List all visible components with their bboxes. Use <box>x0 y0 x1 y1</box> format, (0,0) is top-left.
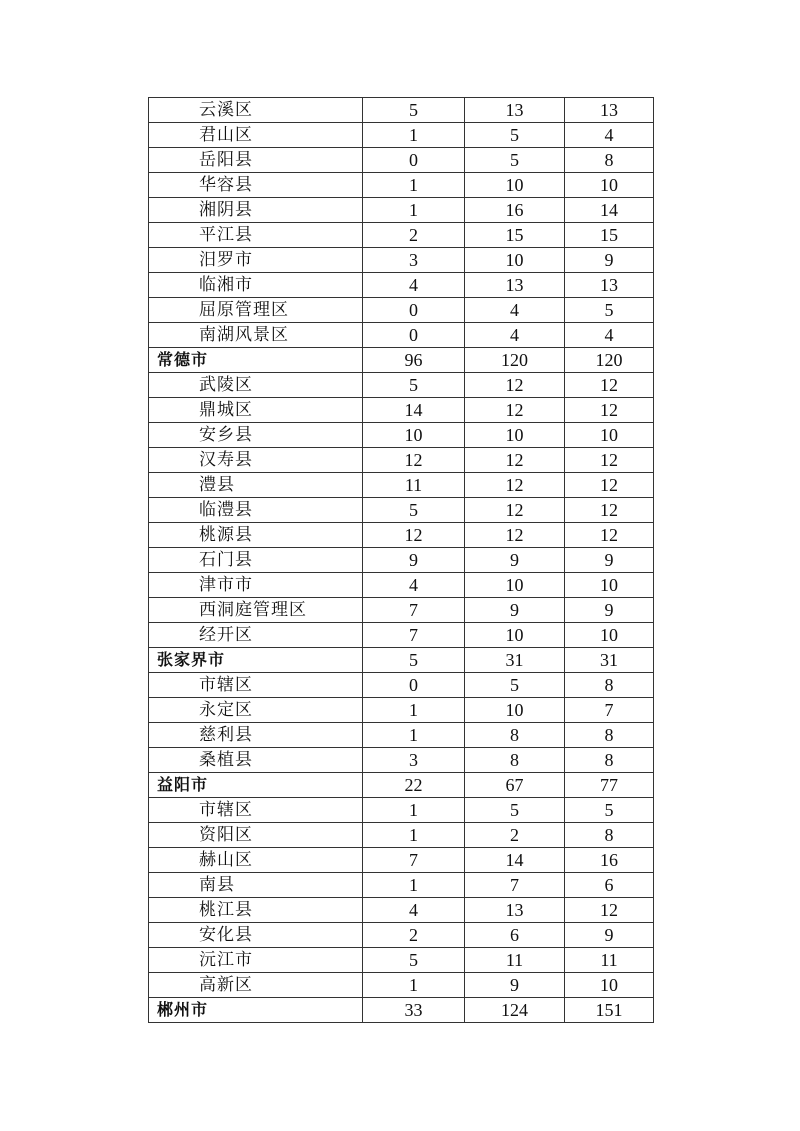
value-cell-col3: 10 <box>565 623 654 648</box>
value-cell-col1: 3 <box>363 748 465 773</box>
county-row <box>149 948 654 973</box>
value-cell-col2: 10 <box>465 248 565 273</box>
value-cell-col3: 12 <box>565 498 654 523</box>
value-cell-col1: 10 <box>363 423 465 448</box>
value-cell-col2: 5 <box>465 673 565 698</box>
county-row <box>149 223 654 248</box>
city-row <box>149 348 654 373</box>
county-row <box>149 273 654 298</box>
value-cell-col3: 7 <box>565 698 654 723</box>
value-cell-col1: 7 <box>363 848 465 873</box>
value-cell-col1: 2 <box>363 223 465 248</box>
county-row <box>149 523 654 548</box>
value-cell-col2: 9 <box>465 598 565 623</box>
county-name-cell: 岳阳县 <box>149 148 363 173</box>
county-row <box>149 573 654 598</box>
value-cell-col2: 7 <box>465 873 565 898</box>
county-name-cell: 石门县 <box>149 548 363 573</box>
county-name-cell: 华容县 <box>149 173 363 198</box>
value-cell-col2: 6 <box>465 923 565 948</box>
county-row <box>149 923 654 948</box>
value-cell-col1: 1 <box>363 798 465 823</box>
value-cell-col3: 31 <box>565 648 654 673</box>
value-cell-col3: 9 <box>565 923 654 948</box>
county-name-cell: 高新区 <box>149 973 363 998</box>
county-row <box>149 598 654 623</box>
value-cell-col3: 13 <box>565 273 654 298</box>
value-cell-col1: 11 <box>363 473 465 498</box>
value-cell-col1: 1 <box>363 873 465 898</box>
county-name-cell: 经开区 <box>149 623 363 648</box>
city-row <box>149 648 654 673</box>
value-cell-col2: 15 <box>465 223 565 248</box>
city-name-cell: 郴州市 <box>149 998 363 1023</box>
county-name-cell: 屈原管理区 <box>149 298 363 323</box>
county-row <box>149 148 654 173</box>
value-cell-col3: 8 <box>565 748 654 773</box>
county-name-cell: 市辖区 <box>149 673 363 698</box>
county-name-cell: 津市市 <box>149 573 363 598</box>
value-cell-col1: 2 <box>363 923 465 948</box>
value-cell-col1: 7 <box>363 623 465 648</box>
value-cell-col1: 5 <box>363 498 465 523</box>
value-cell-col3: 8 <box>565 823 654 848</box>
county-row <box>149 448 654 473</box>
county-name-cell: 澧县 <box>149 473 363 498</box>
value-cell-col2: 9 <box>465 973 565 998</box>
value-cell-col3: 10 <box>565 973 654 998</box>
county-name-cell: 安化县 <box>149 923 363 948</box>
value-cell-col1: 1 <box>363 823 465 848</box>
county-name-cell: 湘阴县 <box>149 198 363 223</box>
value-cell-col2: 12 <box>465 448 565 473</box>
value-cell-col1: 4 <box>363 573 465 598</box>
city-row <box>149 998 654 1023</box>
value-cell-col2: 12 <box>465 523 565 548</box>
value-cell-col3: 5 <box>565 298 654 323</box>
county-name-cell: 君山区 <box>149 123 363 148</box>
value-cell-col3: 14 <box>565 198 654 223</box>
value-cell-col2: 13 <box>465 898 565 923</box>
value-cell-col1: 1 <box>363 173 465 198</box>
value-cell-col2: 12 <box>465 473 565 498</box>
county-row <box>149 848 654 873</box>
value-cell-col3: 8 <box>565 673 654 698</box>
value-cell-col2: 13 <box>465 273 565 298</box>
value-cell-col3: 12 <box>565 523 654 548</box>
county-name-cell: 沅江市 <box>149 948 363 973</box>
city-name-cell: 张家界市 <box>149 648 363 673</box>
value-cell-col2: 13 <box>465 98 565 123</box>
table-body <box>149 98 654 1023</box>
county-name-cell: 桑植县 <box>149 748 363 773</box>
county-row <box>149 398 654 423</box>
county-name-cell: 桃江县 <box>149 898 363 923</box>
value-cell-col1: 5 <box>363 98 465 123</box>
value-cell-col3: 13 <box>565 98 654 123</box>
value-cell-col1: 5 <box>363 648 465 673</box>
value-cell-col2: 5 <box>465 148 565 173</box>
county-name-cell: 西洞庭管理区 <box>149 598 363 623</box>
county-name-cell: 汉寿县 <box>149 448 363 473</box>
county-row <box>149 298 654 323</box>
value-cell-col2: 31 <box>465 648 565 673</box>
county-row <box>149 423 654 448</box>
value-cell-col3: 10 <box>565 173 654 198</box>
value-cell-col2: 12 <box>465 398 565 423</box>
value-cell-col3: 6 <box>565 873 654 898</box>
value-cell-col1: 33 <box>363 998 465 1023</box>
value-cell-col1: 0 <box>363 148 465 173</box>
value-cell-col3: 120 <box>565 348 654 373</box>
value-cell-col1: 5 <box>363 948 465 973</box>
value-cell-col1: 12 <box>363 523 465 548</box>
county-row <box>149 973 654 998</box>
value-cell-col3: 77 <box>565 773 654 798</box>
value-cell-col1: 0 <box>363 298 465 323</box>
value-cell-col1: 22 <box>363 773 465 798</box>
value-cell-col1: 4 <box>363 273 465 298</box>
value-cell-col2: 4 <box>465 323 565 348</box>
value-cell-col1: 14 <box>363 398 465 423</box>
value-cell-col2: 8 <box>465 723 565 748</box>
county-name-cell: 鼎城区 <box>149 398 363 423</box>
county-name-cell: 慈利县 <box>149 723 363 748</box>
value-cell-col2: 8 <box>465 748 565 773</box>
city-name-cell: 益阳市 <box>149 773 363 798</box>
value-cell-col1: 7 <box>363 598 465 623</box>
value-cell-col2: 12 <box>465 498 565 523</box>
value-cell-col1: 3 <box>363 248 465 273</box>
county-row <box>149 373 654 398</box>
value-cell-col1: 1 <box>363 698 465 723</box>
county-row <box>149 673 654 698</box>
value-cell-col1: 12 <box>363 448 465 473</box>
county-row <box>149 323 654 348</box>
value-cell-col2: 11 <box>465 948 565 973</box>
value-cell-col3: 12 <box>565 473 654 498</box>
county-row <box>149 823 654 848</box>
county-row <box>149 498 654 523</box>
value-cell-col2: 10 <box>465 698 565 723</box>
county-name-cell: 武陵区 <box>149 373 363 398</box>
county-row <box>149 898 654 923</box>
value-cell-col3: 12 <box>565 898 654 923</box>
value-cell-col3: 10 <box>565 573 654 598</box>
county-name-cell: 平江县 <box>149 223 363 248</box>
county-name-cell: 安乡县 <box>149 423 363 448</box>
value-cell-col3: 9 <box>565 548 654 573</box>
value-cell-col3: 9 <box>565 598 654 623</box>
county-row <box>149 173 654 198</box>
value-cell-col2: 16 <box>465 198 565 223</box>
value-cell-col2: 5 <box>465 798 565 823</box>
value-cell-col3: 16 <box>565 848 654 873</box>
data-table <box>148 97 654 1023</box>
value-cell-col3: 151 <box>565 998 654 1023</box>
value-cell-col1: 1 <box>363 123 465 148</box>
value-cell-col1: 9 <box>363 548 465 573</box>
value-cell-col3: 8 <box>565 723 654 748</box>
value-cell-col1: 96 <box>363 348 465 373</box>
value-cell-col2: 4 <box>465 298 565 323</box>
county-row <box>149 723 654 748</box>
value-cell-col2: 14 <box>465 848 565 873</box>
value-cell-col2: 124 <box>465 998 565 1023</box>
county-name-cell: 南县 <box>149 873 363 898</box>
value-cell-col1: 0 <box>363 673 465 698</box>
value-cell-col1: 1 <box>363 973 465 998</box>
county-row <box>149 623 654 648</box>
value-cell-col3: 11 <box>565 948 654 973</box>
value-cell-col3: 4 <box>565 123 654 148</box>
value-cell-col3: 5 <box>565 798 654 823</box>
value-cell-col3: 12 <box>565 373 654 398</box>
value-cell-col1: 0 <box>363 323 465 348</box>
value-cell-col2: 2 <box>465 823 565 848</box>
county-name-cell: 南湖风景区 <box>149 323 363 348</box>
county-row <box>149 798 654 823</box>
value-cell-col3: 10 <box>565 423 654 448</box>
value-cell-col2: 12 <box>465 373 565 398</box>
value-cell-col2: 10 <box>465 423 565 448</box>
county-row <box>149 198 654 223</box>
value-cell-col1: 1 <box>363 723 465 748</box>
county-row <box>149 123 654 148</box>
county-name-cell: 临澧县 <box>149 498 363 523</box>
value-cell-col2: 10 <box>465 173 565 198</box>
value-cell-col3: 4 <box>565 323 654 348</box>
county-row <box>149 98 654 123</box>
county-name-cell: 资阳区 <box>149 823 363 848</box>
value-cell-col3: 12 <box>565 448 654 473</box>
county-name-cell: 临湘市 <box>149 273 363 298</box>
value-cell-col2: 10 <box>465 573 565 598</box>
value-cell-col3: 15 <box>565 223 654 248</box>
county-name-cell: 赫山区 <box>149 848 363 873</box>
county-row <box>149 748 654 773</box>
county-name-cell: 永定区 <box>149 698 363 723</box>
value-cell-col1: 5 <box>363 373 465 398</box>
county-row <box>149 473 654 498</box>
county-row <box>149 548 654 573</box>
county-row <box>149 248 654 273</box>
city-row <box>149 773 654 798</box>
county-row <box>149 873 654 898</box>
value-cell-col3: 12 <box>565 398 654 423</box>
county-row <box>149 698 654 723</box>
county-name-cell: 桃源县 <box>149 523 363 548</box>
value-cell-col2: 10 <box>465 623 565 648</box>
county-name-cell: 汨罗市 <box>149 248 363 273</box>
value-cell-col3: 9 <box>565 248 654 273</box>
county-name-cell: 市辖区 <box>149 798 363 823</box>
value-cell-col2: 67 <box>465 773 565 798</box>
city-name-cell: 常德市 <box>149 348 363 373</box>
value-cell-col1: 1 <box>363 198 465 223</box>
value-cell-col1: 4 <box>363 898 465 923</box>
value-cell-col2: 9 <box>465 548 565 573</box>
value-cell-col2: 5 <box>465 123 565 148</box>
value-cell-col2: 120 <box>465 348 565 373</box>
value-cell-col3: 8 <box>565 148 654 173</box>
county-name-cell: 云溪区 <box>149 98 363 123</box>
